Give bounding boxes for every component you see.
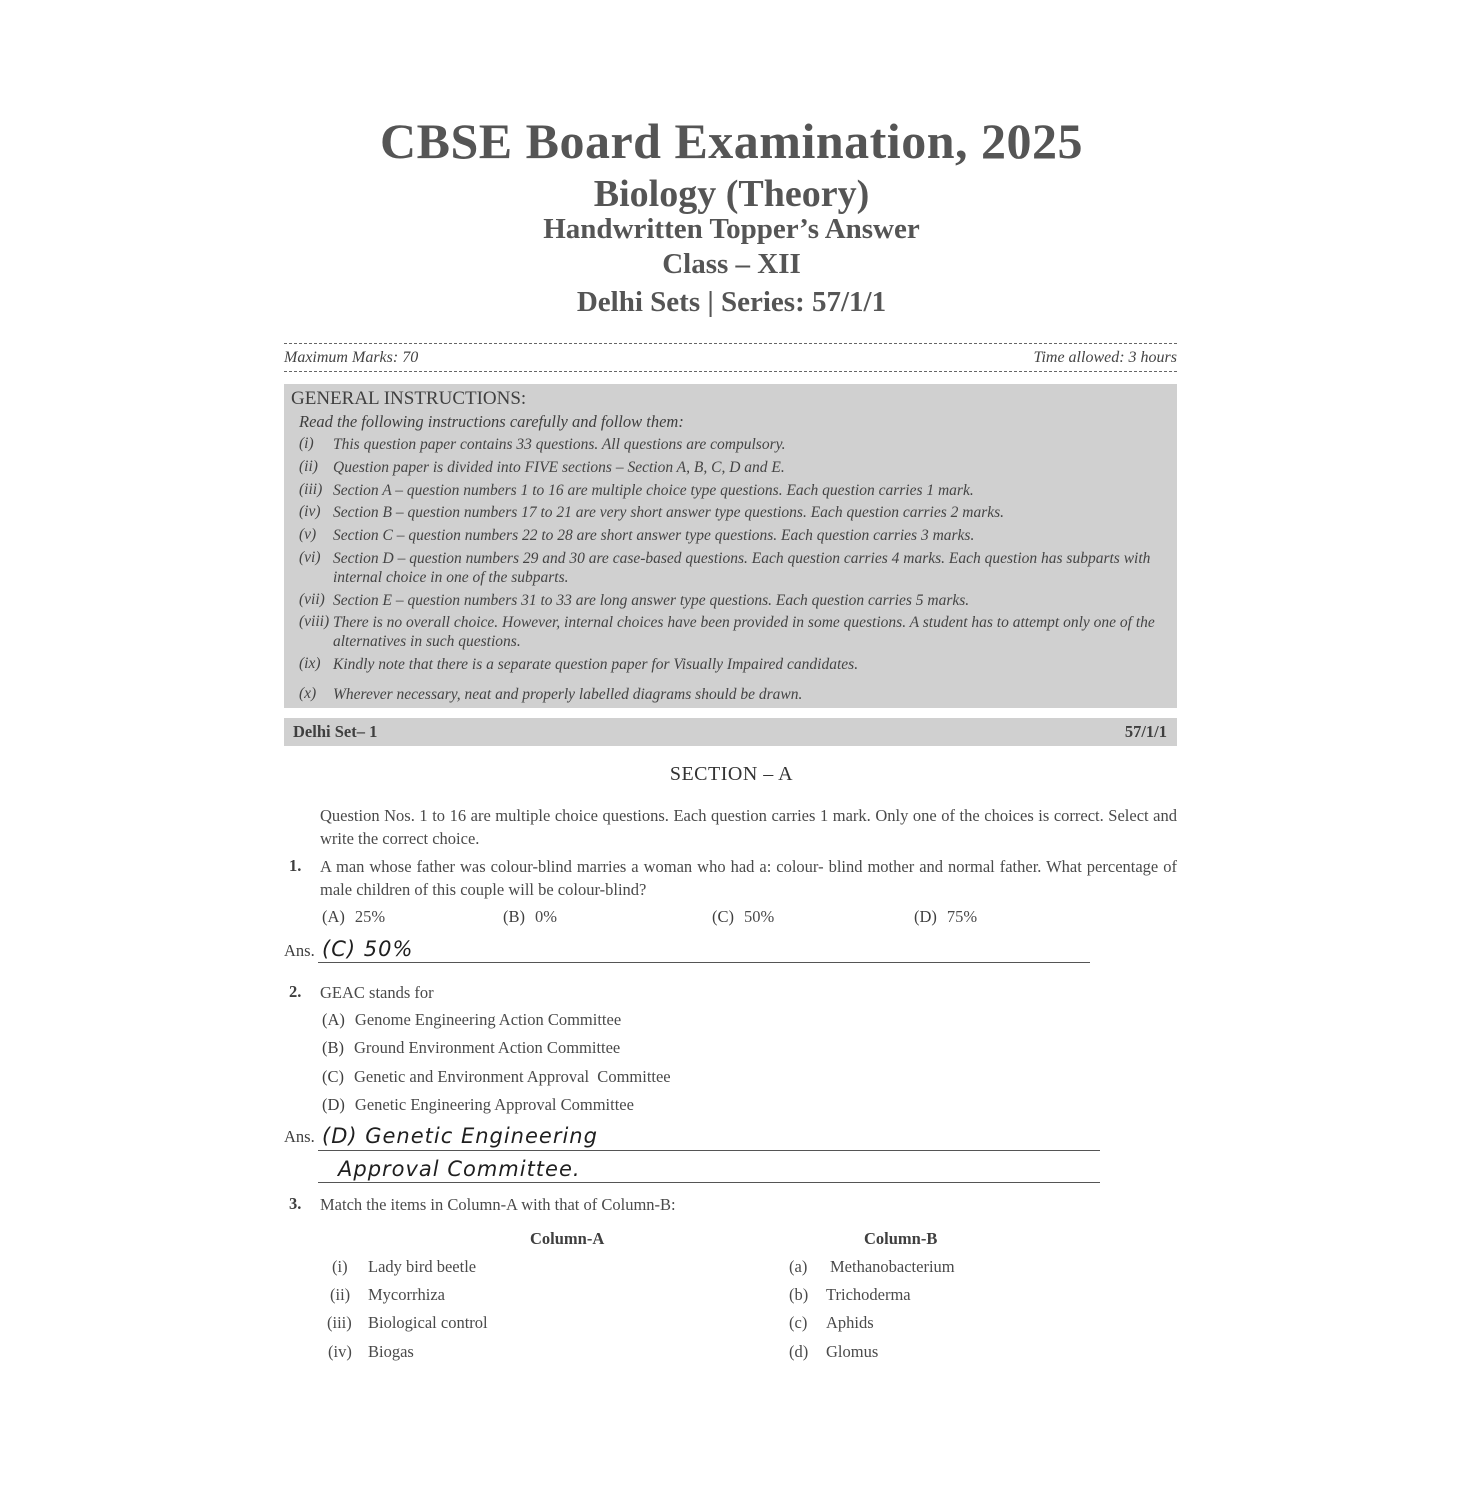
option-c [712, 907, 774, 927]
col-b-item: Aphids [826, 1313, 874, 1332]
instruction-text: Section C – question numbers 22 to 28 are short answer type questions. Each question carries 3 marks. [333, 527, 975, 544]
paper-subtitle: Handwritten Topper’s Answer [543, 213, 920, 245]
option-text: 75% [946, 907, 978, 926]
col-a-item: Biogas [368, 1342, 414, 1361]
instruction-text: Section B – question numbers 17 to 21 are very short answer type questions. Each question carries 2 marks. [333, 504, 1005, 521]
question-number: 2. [289, 982, 302, 1001]
col-b-num: (c) [789, 1313, 808, 1332]
col-b-item: Trichoderma [826, 1285, 911, 1304]
option-text: 50% [744, 907, 775, 926]
series-code: 57/1/1 [812, 286, 887, 318]
question-text: A man whose father was colour-blind marries a woman who had a: colour- blind mother and normal father. What percentage of male children of this couple will be colour-blind? [320, 857, 1177, 899]
section-title: SECTION – A [669, 763, 794, 785]
option-label: (A) [322, 907, 345, 926]
divider-top [284, 343, 1177, 344]
question-text: GEAC stands for [320, 983, 434, 1002]
col-b-num: (a) [789, 1257, 808, 1276]
handwritten-answer: (C) 50% [322, 937, 414, 961]
answer-line [318, 962, 1090, 963]
col-b-num: (b) [789, 1285, 809, 1304]
time-allowed: Time allowed: 3 hours [1033, 349, 1177, 366]
instruction-num: (iv) [299, 503, 321, 520]
question-number: 3. [289, 1194, 302, 1213]
instruction-num: (vi) [299, 549, 321, 566]
col-a-num: (iii) [327, 1313, 352, 1332]
instruction-text: Wherever necessary, neat and properly labelled diagrams should be drawn. [333, 686, 803, 703]
instruction-num: (ii) [299, 458, 318, 475]
instruction-num: (i) [299, 435, 314, 452]
col-b-item: Methanobacterium [830, 1257, 955, 1276]
handwritten-answer-line2: Approval Committee. [338, 1157, 581, 1181]
separator: | [707, 286, 721, 318]
option-text: Ground Environment Action Committee [354, 1038, 621, 1057]
exam-title: CBSE Board Examination, 2025 [379, 113, 1083, 169]
instructions-intro: Read the following instructions carefully and follow them: [299, 412, 684, 431]
option-label: (C) [322, 1067, 344, 1086]
question-text: Match the items in Column-A with that of Column-B: [320, 1195, 676, 1214]
instruction-num: (v) [299, 526, 317, 543]
option-b [322, 1038, 620, 1058]
series-title [0, 286, 1463, 319]
option-label: (B) [503, 907, 525, 926]
instruction-text: Section E – question numbers 31 to 33 are long answer type questions. Each question carries 5 marks. [333, 592, 970, 609]
instruction-text: Section A – question numbers 1 to 16 are multiple choice type questions. Each question carries 1 mark. [333, 482, 974, 499]
instruction-text: Section D – question numbers 29 and 30 are case-based questions. Each question carries 4 marks. Each question has subparts with internal choice in one of the subparts. [333, 550, 1151, 586]
set-bar [284, 718, 1177, 746]
column-a-heading: Column-A [530, 1229, 605, 1248]
column-b-heading: Column-B [864, 1229, 938, 1248]
series-label: Series: [721, 286, 805, 318]
col-b-item: Glomus [826, 1342, 879, 1361]
instruction-text: There is no overall choice. However, internal choices have been provided in some questions. A student has to attempt only one of the alternatives in such questions. [333, 614, 1155, 650]
option-d [914, 907, 977, 927]
col-a-num: (i) [332, 1257, 348, 1276]
set-label: Delhi Set– 1 [293, 722, 378, 741]
set-code: 57/1/1 [1124, 722, 1167, 741]
instruction-text: This question paper contains 33 questions. All questions are compulsory. [333, 436, 786, 453]
subject-title: Biology (Theory) [593, 173, 870, 215]
sets-label: Delhi Sets [576, 286, 701, 318]
option-a [322, 1010, 621, 1030]
instruction-num: (viii) [299, 613, 330, 630]
answer-label: Ans. [284, 1127, 315, 1146]
marks-time-row [284, 349, 1177, 367]
instruction-text: Question paper is divided into FIVE sections – Section A, B, C, D and E. [333, 459, 785, 476]
col-a-num: (iv) [328, 1342, 352, 1361]
answer-line [318, 1150, 1100, 1151]
option-label: (D) [914, 907, 937, 926]
section-intro: Question Nos. 1 to 16 are multiple choice questions. Each question carries 1 mark. Only one of the choices is correct. Select and write the correct choice. [320, 806, 1177, 848]
max-marks: Maximum Marks: 70 [284, 349, 419, 366]
question-number: 1. [289, 856, 302, 875]
col-a-item: Mycorrhiza [368, 1285, 445, 1304]
answer-label: Ans. [284, 941, 315, 960]
instruction-num: (x) [299, 685, 317, 702]
option-label: (A) [322, 1010, 345, 1029]
handwritten-answer-line1: (D) Genetic Engineering [322, 1124, 598, 1148]
col-a-num: (ii) [330, 1285, 351, 1304]
instruction-text: Kindly note that there is a separate question paper for Visually Impaired candidates. [333, 656, 859, 673]
answer-line [318, 1182, 1100, 1183]
option-label: (C) [712, 907, 734, 926]
option-c [322, 1067, 671, 1087]
col-b-num: (d) [789, 1342, 809, 1361]
option-text: Genome Engineering Action Committee [354, 1010, 622, 1029]
option-a [322, 907, 385, 927]
col-a-item: Lady bird beetle [368, 1257, 477, 1276]
col-a-item: Biological control [368, 1313, 488, 1332]
instruction-num: (ix) [299, 655, 321, 672]
class-title: Class – XII [662, 248, 801, 280]
divider-bottom [284, 371, 1177, 372]
option-text: Genetic Engineering Approval Committee [354, 1095, 634, 1114]
option-b [503, 907, 557, 927]
option-text: 25% [354, 907, 386, 926]
instruction-num: (vii) [299, 591, 325, 608]
option-label: (D) [322, 1095, 345, 1114]
option-text: 0% [535, 907, 557, 926]
instructions-heading: GENERAL INSTRUCTIONS: [291, 388, 527, 409]
option-label: (B) [322, 1038, 344, 1057]
option-d [322, 1095, 634, 1115]
option-text: Genetic and Environment Approval Committee [354, 1067, 671, 1086]
instruction-num: (iii) [299, 481, 323, 498]
